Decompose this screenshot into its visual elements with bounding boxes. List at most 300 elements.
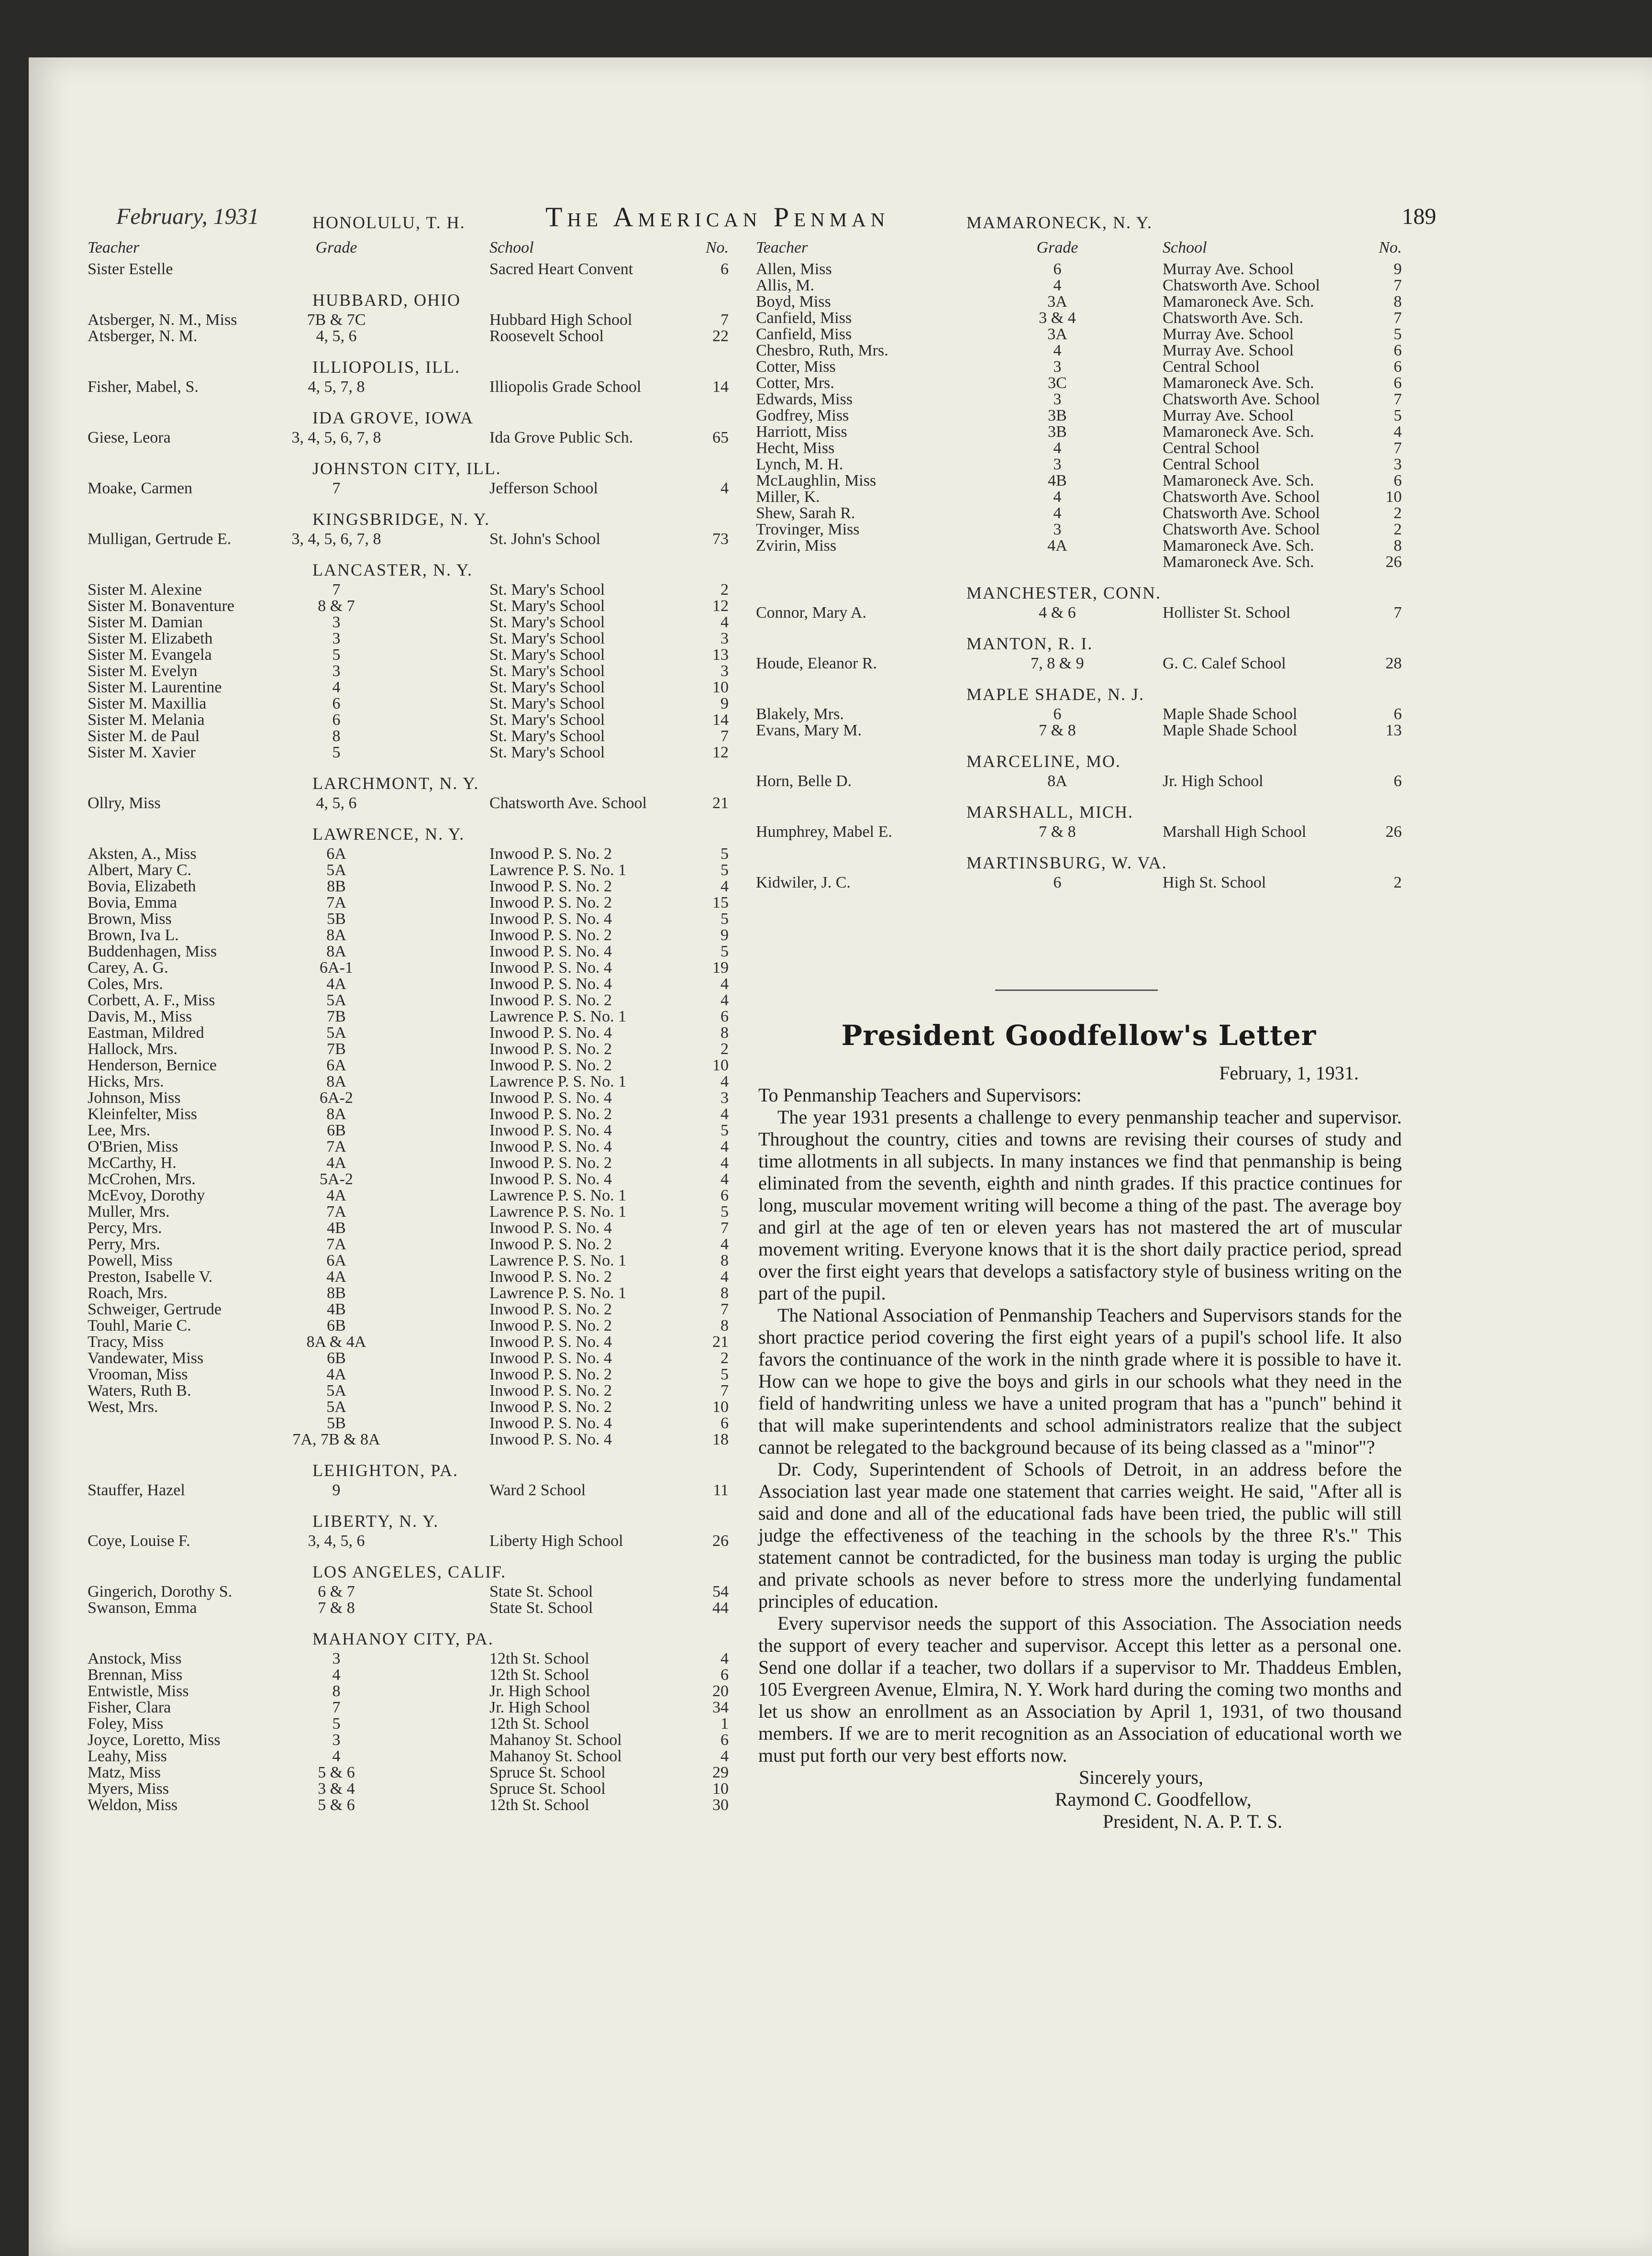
teacher-name: Sister M. Evangela [88, 646, 212, 664]
grade: 3 & 4 [318, 1780, 355, 1798]
teacher-name: Shew, Sarah R. [756, 504, 855, 522]
enrollment-row [88, 927, 729, 944]
pupil-count: 8 [721, 1284, 729, 1302]
pupil-count: 26 [1386, 553, 1402, 571]
grade: 7A [326, 1235, 346, 1253]
enrollment-row [88, 960, 729, 976]
school-name: St. Mary's School [489, 597, 605, 615]
school-name: Chatsworth Ave. School [1163, 504, 1320, 522]
grade: 3A [1047, 325, 1067, 343]
city-heading: MARSHALL, MICH. [966, 802, 1134, 822]
school-name: Marshall High School [1163, 823, 1307, 841]
letter-closing: Sincerely yours, [1079, 1767, 1203, 1788]
teacher-name: Moake, Carmen [88, 479, 193, 497]
grade: 4 & 6 [1039, 604, 1076, 622]
pupil-count: 2 [1394, 521, 1402, 538]
teacher-name: Anstock, Miss [88, 1650, 182, 1667]
enrollment-row [88, 1667, 729, 1683]
pupil-count: 4 [721, 1235, 729, 1253]
school-name: St. Mary's School [489, 613, 605, 631]
teacher-name: McCrohen, Mrs. [88, 1170, 196, 1188]
school-name: Lawrence P. S. No. 1 [489, 1073, 627, 1090]
teacher-name: Sister M. Melania [88, 711, 205, 729]
teacher-name: Corbett, A. F., Miss [88, 991, 215, 1009]
enrollment-row [756, 343, 1402, 359]
grade: 6B [327, 1317, 346, 1334]
grade: 3 [1053, 521, 1062, 538]
pupil-count: 7 [1394, 604, 1402, 622]
school-name: St. Mary's School [489, 662, 605, 680]
section-gap [88, 1499, 729, 1509]
grade: 8A [326, 926, 346, 944]
teacher-name: Weldon, Miss [88, 1796, 178, 1814]
grade: 5B [327, 910, 346, 928]
teacher-name: Joyce, Loretto, Miss [88, 1731, 221, 1749]
grade: 3 [1053, 456, 1062, 473]
school-name: G. C. Calef School [1163, 655, 1286, 672]
grade: 4B [1048, 472, 1067, 489]
pupil-count: 4 [721, 479, 729, 497]
pupil-count: 10 [712, 1398, 729, 1416]
pupil-count: 7 [1394, 277, 1402, 294]
school-name: Mamaroneck Ave. Sch. [1163, 553, 1314, 571]
teacher-name: West, Mrs. [88, 1398, 158, 1416]
enrollment-row [756, 294, 1402, 310]
pupil-count: 26 [712, 1532, 729, 1550]
school-name: Roosevelt School [489, 327, 604, 345]
grade: 4 [332, 1747, 341, 1765]
teacher-name: Canfield, Miss [756, 325, 852, 343]
enrollment-row [756, 875, 1402, 891]
grade: 5 [332, 646, 341, 664]
enrollment-row [756, 656, 1402, 672]
school-name: Inwood P. S. No. 4 [489, 1024, 612, 1042]
enrollment-row [88, 480, 729, 497]
pupil-count: 2 [721, 1040, 729, 1058]
pupil-count: 5 [721, 910, 729, 928]
teacher-name: Fisher, Mabel, S. [88, 378, 199, 396]
city-heading: LARCHMONT, N. Y. [312, 774, 479, 793]
enrollment-row [88, 911, 729, 927]
teacher-name: Sister M. Alexine [88, 581, 202, 599]
grade: 8A [326, 1105, 346, 1123]
enrollment-row [88, 1204, 729, 1220]
enrollment-row [88, 1090, 729, 1106]
teacher-name: Coles, Mrs. [88, 975, 163, 993]
grade: 6A-2 [320, 1089, 353, 1107]
school-name: Chatsworth Ave. School [1163, 390, 1320, 408]
grade: 3 & 4 [1039, 309, 1076, 327]
school-name: Maple Shade School [1163, 722, 1297, 739]
teacher-name: Kidwiler, J. C. [756, 874, 851, 891]
section-gap [88, 497, 729, 507]
enrollment-row [88, 1074, 729, 1090]
section-gap [88, 1448, 729, 1458]
issue-date: February, 1931 [116, 204, 259, 229]
pupil-count: 21 [712, 794, 729, 812]
school-name: State St. School [489, 1599, 593, 1617]
teacher-name: Sister Estelle [88, 260, 173, 278]
grade: 3 [1053, 358, 1062, 376]
enrollment-row [88, 598, 729, 614]
pupil-count: 4 [721, 1650, 729, 1667]
enrollment-row [88, 1781, 729, 1797]
pupil-count: 7 [1394, 309, 1402, 327]
grade-header: Grade [315, 239, 357, 256]
city-heading: HONOLULU, T. H. [312, 213, 466, 232]
enrollment-row [88, 1432, 729, 1448]
column-headers [88, 234, 729, 261]
school-name: Inwood P. S. No. 4 [489, 959, 612, 977]
grade: 6 [1053, 705, 1062, 723]
section-gap [756, 621, 1402, 632]
school-name: Murray Ave. School [1163, 260, 1294, 278]
pupil-count: 2 [721, 581, 729, 599]
school-name: Central School [1163, 439, 1260, 457]
school-name: Inwood P. S. No. 2 [489, 1056, 612, 1074]
teacher-name: Buddenhagen, Miss [88, 943, 217, 960]
enrollment-row [88, 895, 729, 911]
section-gap [88, 446, 729, 456]
school-name: High St. School [1163, 874, 1266, 891]
enrollment-row [88, 878, 729, 895]
enrollment-row [88, 663, 729, 679]
enrollment-row [88, 1748, 729, 1765]
pupil-count: 7 [721, 1300, 729, 1318]
school-name: Inwood P. S. No. 4 [489, 975, 612, 993]
pupil-count: 4 [1394, 423, 1402, 441]
grade: 5B [327, 1414, 346, 1432]
school-name: Inwood P. S. No. 2 [489, 1105, 612, 1123]
pupil-count: 6 [721, 260, 729, 278]
teacher-name: Hallock, Mrs. [88, 1040, 177, 1058]
section-gap [756, 570, 1402, 581]
pupil-count: 14 [712, 378, 729, 396]
right-enrollment-column [756, 211, 1402, 891]
grade-header: Grade [1036, 239, 1078, 256]
grade: 7A, 7B & 8A [292, 1431, 380, 1448]
pupil-count: 12 [712, 597, 729, 615]
pupil-count: 7 [721, 1382, 729, 1400]
teacher-name: Preston, Isabelle V. [88, 1268, 213, 1286]
school-name: Liberty High School [489, 1532, 623, 1550]
school-name: Inwood P. S. No. 4 [489, 910, 612, 928]
teacher-name: Canfield, Miss [756, 309, 852, 327]
enrollment-row [88, 1797, 729, 1813]
pupil-count: 4 [721, 1138, 729, 1156]
school-name: Mamaroneck Ave. Sch. [1163, 537, 1314, 555]
school-name: Murray Ave. School [1163, 342, 1294, 359]
teacher-name: Humphrey, Mabel E. [756, 823, 892, 841]
grade: 7B [327, 1040, 346, 1058]
pupil-count: 4 [721, 613, 729, 631]
school-name: Hollister St. School [1163, 604, 1291, 622]
enrollment-row [756, 278, 1402, 294]
grade: 5A [326, 861, 346, 879]
section-gap [88, 1616, 729, 1627]
grade: 7A [326, 1138, 346, 1156]
teacher-name: Evans, Mary M. [756, 722, 862, 739]
grade: 6 [1053, 874, 1062, 891]
school-name: Inwood P. S. No. 2 [489, 1300, 612, 1318]
grade: 7 & 8 [1039, 722, 1076, 739]
teacher-name: Davis, M., Miss [88, 1008, 192, 1025]
grade: 3B [1048, 423, 1067, 441]
grade: 3 [332, 1731, 341, 1749]
school-name: Mamaroneck Ave. Sch. [1163, 472, 1314, 489]
school-name: Jr. High School [1163, 772, 1264, 790]
enrollment-row [88, 1025, 729, 1041]
school-name: Inwood P. S. No. 2 [489, 1366, 612, 1383]
pupil-count: 26 [1386, 823, 1402, 841]
enrollment-row [88, 379, 729, 395]
section-gap [88, 345, 729, 355]
enrollment-row [88, 1269, 729, 1285]
pupil-count: 4 [721, 991, 729, 1009]
school-name: Sacred Heart Convent [489, 260, 633, 278]
grade: 7 & 8 [318, 1599, 355, 1617]
section-gap [756, 789, 1402, 800]
school-name: Hubbard High School [489, 311, 632, 329]
school-name: Inwood P. S. No. 2 [489, 991, 612, 1009]
teacher-header: Teacher [756, 239, 808, 256]
teacher-name: Boyd, Miss [756, 293, 831, 311]
teacher-name: Leahy, Miss [88, 1747, 167, 1765]
grade: 5A-2 [320, 1170, 353, 1188]
enrollment-row [88, 1716, 729, 1732]
city-heading: MAHANOY CITY, PA. [312, 1629, 494, 1648]
grade: 6 & 7 [318, 1583, 355, 1600]
teacher-name: Brown, Iva L. [88, 926, 179, 944]
enrollment-row [88, 261, 729, 278]
pupil-count: 7 [1394, 390, 1402, 408]
city-heading: LEHIGHTON, PA. [312, 1461, 459, 1480]
grade: 5A [326, 1382, 346, 1400]
city-heading: HUBBARD, OHIO [312, 290, 461, 310]
grade: 5 [332, 1715, 341, 1733]
teacher-name: Foley, Miss [88, 1715, 164, 1733]
enrollment-row [88, 1683, 729, 1700]
pupil-count: 6 [1394, 374, 1402, 392]
pupil-count: 8 [1394, 293, 1402, 311]
section-gap [756, 840, 1402, 851]
pupil-count: 4 [721, 1747, 729, 1765]
school-name: Inwood P. S. No. 2 [489, 1040, 612, 1058]
school-name: Lawrence P. S. No. 1 [489, 861, 627, 879]
grade: 3, 4, 5, 6, 7, 8 [291, 530, 381, 548]
grade: 5A [326, 1398, 346, 1416]
pupil-count: 29 [712, 1764, 729, 1781]
grade: 6B [327, 1349, 346, 1367]
enrollment-row [756, 375, 1402, 391]
enrollment-row [88, 1533, 729, 1549]
school-name: Chatsworth Ave. School [1163, 521, 1320, 538]
grade: 6 [332, 695, 341, 712]
grade: 7 [332, 479, 341, 497]
grade: 4A [1047, 537, 1067, 555]
pupil-count: 3 [721, 662, 729, 680]
grade: 3B [1048, 407, 1067, 424]
school-name: Lawrence P. S. No. 1 [489, 1203, 627, 1221]
school-name: 12th St. School [489, 1650, 589, 1667]
pupil-count: 7 [721, 727, 729, 745]
enrollment-row [88, 631, 729, 647]
grade: 7 [332, 1699, 341, 1716]
grade: 5A [326, 1024, 346, 1042]
grade: 3C [1048, 374, 1067, 392]
enrollment-row [88, 1188, 729, 1204]
school-name: Ida Grove Public Sch. [489, 429, 633, 446]
pupil-count: 15 [712, 894, 729, 911]
enrollment-row [88, 1057, 729, 1074]
grade: 7B [327, 1008, 346, 1025]
grade: 4A [326, 1366, 346, 1383]
city-heading: MAPLE SHADE, N. J. [966, 685, 1145, 704]
enrollment-row [88, 1236, 729, 1253]
school-name: Spruce St. School [489, 1764, 606, 1781]
grade: 4A [326, 1268, 346, 1286]
grade: 3 [332, 1650, 341, 1667]
enrollment-row [88, 1732, 729, 1748]
grade: 7B & 7C [307, 311, 366, 329]
pupil-count: 9 [1394, 260, 1402, 278]
school-name: Lawrence P. S. No. 1 [489, 1187, 627, 1204]
grade: 4 [332, 1666, 341, 1684]
pupil-count: 9 [721, 926, 729, 944]
teacher-name: Allis, M. [756, 277, 814, 294]
enrollment-row [88, 1334, 729, 1350]
pupil-count: 7 [721, 311, 729, 329]
grade: 4A [326, 1187, 346, 1204]
grade: 4 [1053, 277, 1062, 294]
teacher-name: Brown, Miss [88, 910, 172, 928]
school-name: Lawrence P. S. No. 1 [489, 1252, 627, 1269]
pupil-count: 6 [1394, 358, 1402, 376]
enrollment-row [88, 1122, 729, 1139]
pupil-count: 6 [1394, 772, 1402, 790]
school-name: Chatsworth Ave. School [1163, 277, 1320, 294]
pupil-count: 5 [1394, 325, 1402, 343]
enrollment-row [88, 328, 729, 345]
teacher-name: Trovinger, Miss [756, 521, 860, 538]
pupil-count: 18 [712, 1431, 729, 1448]
school-name: Inwood P. S. No. 2 [489, 878, 612, 895]
school-name: Inwood P. S. No. 4 [489, 1138, 612, 1156]
school-name: Central School [1163, 456, 1260, 473]
pupil-count: 5 [1394, 407, 1402, 424]
section-gap [88, 1549, 729, 1560]
teacher-name: Albert, Mary C. [88, 861, 192, 879]
pupil-count: 6 [1394, 342, 1402, 359]
city-heading: MARCELINE, MO. [966, 752, 1121, 771]
enrollment-row [88, 795, 729, 811]
enrollment-row [756, 408, 1402, 424]
school-header: School [1163, 239, 1207, 256]
enrollment-row [756, 522, 1402, 538]
pupil-count: 13 [712, 646, 729, 664]
school-name: Inwood P. S. No. 4 [489, 1089, 612, 1107]
school-name: Chatsworth Ave. School [1163, 488, 1320, 506]
teacher-name: Sister M. Elizabeth [88, 630, 213, 647]
school-name: Inwood P. S. No. 4 [489, 1219, 612, 1237]
enrollment-row [756, 706, 1402, 722]
enrollment-row [88, 1139, 729, 1155]
school-name: Inwood P. S. No. 2 [489, 1398, 612, 1416]
letter-paragraph: The year 1931 presents a challenge to every penmanship teacher and supervisor. Throughout the country, cities and towns are revising their courses of study and time allotments in all subjects. In many instances we find that penmanship is being eliminated from the seventh, eighth and ninth grades. If this practice continues for long, muscular movement writing will become a thing of the past. The average boy and girl at the age of ten or eleven years has not mastered the art of muscular movement writing. Everyone knows that it is the short daily practice period, spread over the first eight years that develops a satisfactory style of business writing on the part of the pupil. [758, 1106, 1402, 1304]
teacher-name: Entwistle, Miss [88, 1682, 189, 1700]
enrollment-row [88, 976, 729, 992]
pupil-count: 8 [721, 1317, 729, 1334]
school-name: St. John's School [489, 530, 600, 548]
grade: 5 & 6 [318, 1796, 355, 1814]
enrollment-row [88, 1106, 729, 1122]
grade: 8 [332, 727, 341, 745]
grade: 3A [1047, 293, 1067, 311]
enrollment-row [88, 712, 729, 728]
school-name: 12th St. School [489, 1796, 589, 1814]
grade: 5 & 6 [318, 1764, 355, 1781]
enrollment-row [88, 430, 729, 446]
teacher-name: Johnson, Miss [88, 1089, 181, 1107]
teacher-name: Atsberger, N. M., Miss [88, 311, 237, 329]
grade: 6 [332, 711, 341, 729]
teacher-name: Brennan, Miss [88, 1666, 183, 1684]
teacher-name: Roach, Mrs. [88, 1284, 168, 1302]
grade: 4B [327, 1300, 346, 1318]
school-name: Mahanoy St. School [489, 1731, 622, 1749]
count-header: No. [1378, 239, 1402, 256]
school-name: Inwood P. S. No. 4 [489, 1333, 612, 1351]
pupil-count: 4 [721, 1105, 729, 1123]
pupil-count: 7 [721, 1219, 729, 1237]
enrollment-row [88, 745, 729, 761]
enrollment-row [88, 679, 729, 696]
city-heading: JOHNSTON CITY, ILL. [312, 459, 501, 478]
pupil-count: 4 [721, 1268, 729, 1286]
pupil-count: 5 [721, 943, 729, 960]
teacher-name: Aksten, A., Miss [88, 845, 197, 863]
pupil-count: 6 [721, 1666, 729, 1684]
enrollment-row [88, 1383, 729, 1399]
left-enrollment-column [88, 211, 729, 1813]
enrollment-row [756, 489, 1402, 505]
grade: 8B [327, 1284, 346, 1302]
teacher-name: Edwards, Miss [756, 390, 853, 408]
enrollment-row [756, 605, 1402, 621]
school-name: Maple Shade School [1163, 705, 1297, 723]
school-name: Mamaroneck Ave. Sch. [1163, 374, 1314, 392]
school-name: Mahanoy St. School [489, 1747, 622, 1765]
grade: 4, 5, 6 [316, 794, 357, 812]
pupil-count: 4 [721, 1154, 729, 1172]
enrollment-row [756, 440, 1402, 456]
grade: 4, 5, 7, 8 [308, 378, 365, 396]
enrollment-row [88, 1253, 729, 1269]
grade: 8 [332, 1682, 341, 1700]
enrollment-row [88, 1700, 729, 1716]
pupil-count: 65 [712, 429, 729, 446]
teacher-name: Cotter, Miss [756, 358, 836, 376]
enrollment-row [88, 696, 729, 712]
teacher-name: Allen, Miss [756, 260, 832, 278]
pupil-count: 34 [712, 1699, 729, 1716]
count-header: No. [705, 239, 729, 256]
teacher-name: Zvirin, Miss [756, 537, 837, 555]
grade: 8A [326, 1073, 346, 1090]
pupil-count: 6 [721, 1008, 729, 1025]
teacher-name: Sister M. Maxillia [88, 695, 207, 712]
school-name: Inwood P. S. No. 4 [489, 1414, 612, 1432]
